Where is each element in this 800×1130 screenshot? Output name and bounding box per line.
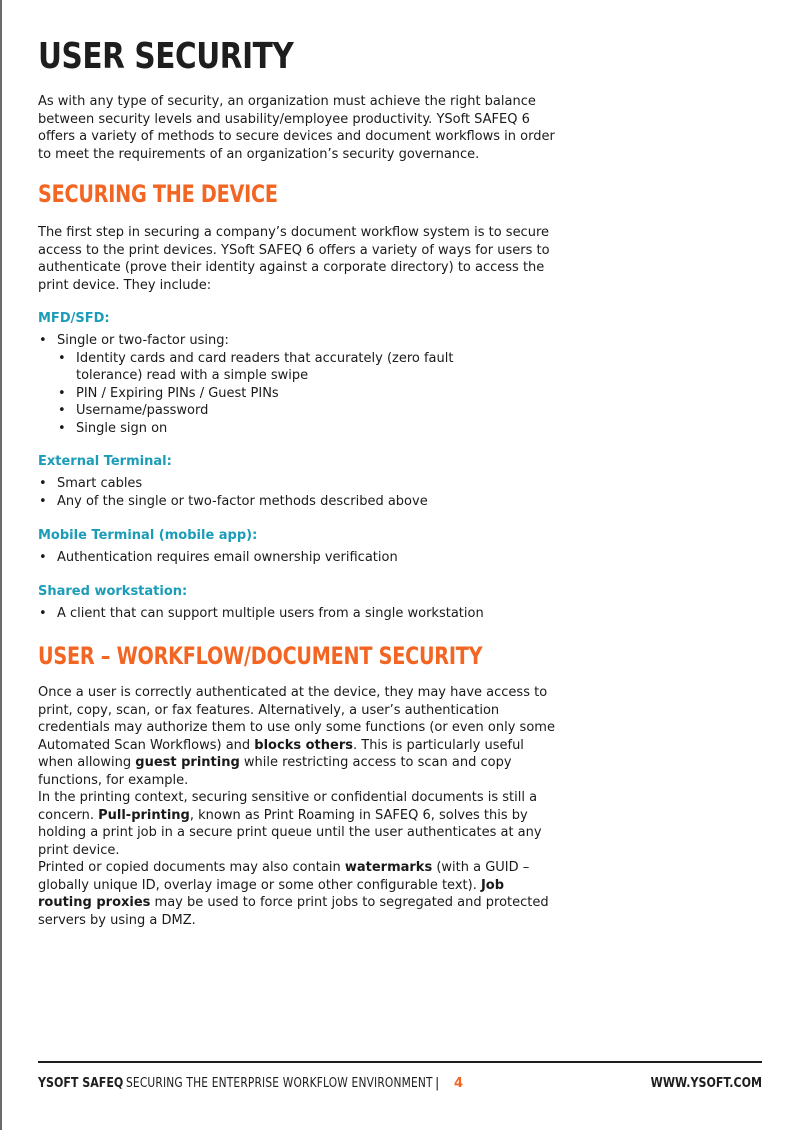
list-item: • A client that can support multiple users from a single workstation	[38, 605, 598, 623]
footer-rule	[38, 1061, 762, 1063]
section-heading-securing-device: SECURING THE DEVICE	[38, 180, 278, 208]
list-item: • Single or two-factor using: • Identity cards and card readers that accurately (zero fault tolerance) read with a simple swipe • PIN / Expiring PINs / Guest PINs • Username/password • Single sign on	[38, 332, 598, 438]
list-item: • Smart cables	[38, 475, 598, 493]
list-item: • Username/password	[57, 402, 598, 420]
section-heading-workflow-security: USER – WORKFLOW/DOCUMENT SECURITY	[38, 642, 483, 670]
page-edge-rule	[0, 0, 2, 1130]
page-title: USER SECURITY	[38, 36, 294, 77]
intro-paragraph: As with any type of security, an organization must achieve the right balance between security levels and usability/employee productivity. YSoft SAFEQ 6 offers a variety of methods to secure devices and document workflows in order to meet the requirements of an organization’s security governance.	[38, 94, 555, 162]
footer-website-link[interactable]: WWW.YSOFT.COM	[650, 1076, 762, 1091]
list-item: • Any of the single or two-factor methods described above	[38, 493, 598, 511]
workflow-paragraph-3: Printed or copied documents may also contain watermarks (with a GUID – globally unique ID, overlay image or some other configurable text). Job routing proxies may be used to force print jobs to segregated and protected servers by using a DMZ.	[38, 860, 549, 928]
subheading-mfd-sfd: MFD/SFD:	[38, 311, 110, 326]
list-item: • Identity cards and card readers that accurately (zero fault tolerance) read with a simple swipe	[57, 350, 476, 385]
workflow-paragraph-1: Once a user is correctly authenticated at the device, they may have access to print, copy, scan, or fax features. Alternatively, a user’s authentication credentials may authorize them to use only some functions (or even only some Automated Scan Workflows) and blocks others. This is particularly useful when allowing guest printing while restricting access to scan and copy functions, for example.	[38, 685, 555, 788]
mfd-list	[38, 332, 598, 438]
external-terminal-list	[38, 475, 598, 510]
list-item: • Authentication requires email ownership verification	[38, 549, 598, 567]
subheading-shared-workstation: Shared workstation:	[38, 584, 188, 599]
mobile-terminal-list	[38, 549, 598, 567]
page-footer	[38, 1076, 762, 1096]
page-number: 4	[454, 1076, 464, 1091]
footer-document-title: SECURING THE ENTERPRISE WORKFLOW ENVIRONMENT	[126, 1076, 433, 1091]
list-item: • Single sign on	[57, 420, 598, 438]
subheading-external-terminal: External Terminal:	[38, 454, 172, 469]
shared-workstation-list	[38, 605, 598, 623]
subheading-mobile-terminal: Mobile Terminal (mobile app):	[38, 528, 258, 543]
list-item: • PIN / Expiring PINs / Guest PINs	[57, 385, 598, 403]
footer-brand: YSOFT SAFEQ	[38, 1076, 124, 1091]
workflow-paragraph-2: In the printing context, securing sensitive or confidential documents is still a concern. Pull-printing, known as Print Roaming in SAFEQ 6, solves this by holding a print job in a secure print queue until the user authenticates at any print device.	[38, 790, 542, 858]
mfd-sublist	[57, 350, 598, 438]
footer-separator: |	[435, 1076, 440, 1091]
securing-device-paragraph: The first step in securing a company’s document workflow system is to secure access to the print devices. YSoft SAFEQ 6 offers a variety of ways for users to authenticate (prove their identity against a corporate directory) to access the print device. They include:	[38, 225, 550, 293]
